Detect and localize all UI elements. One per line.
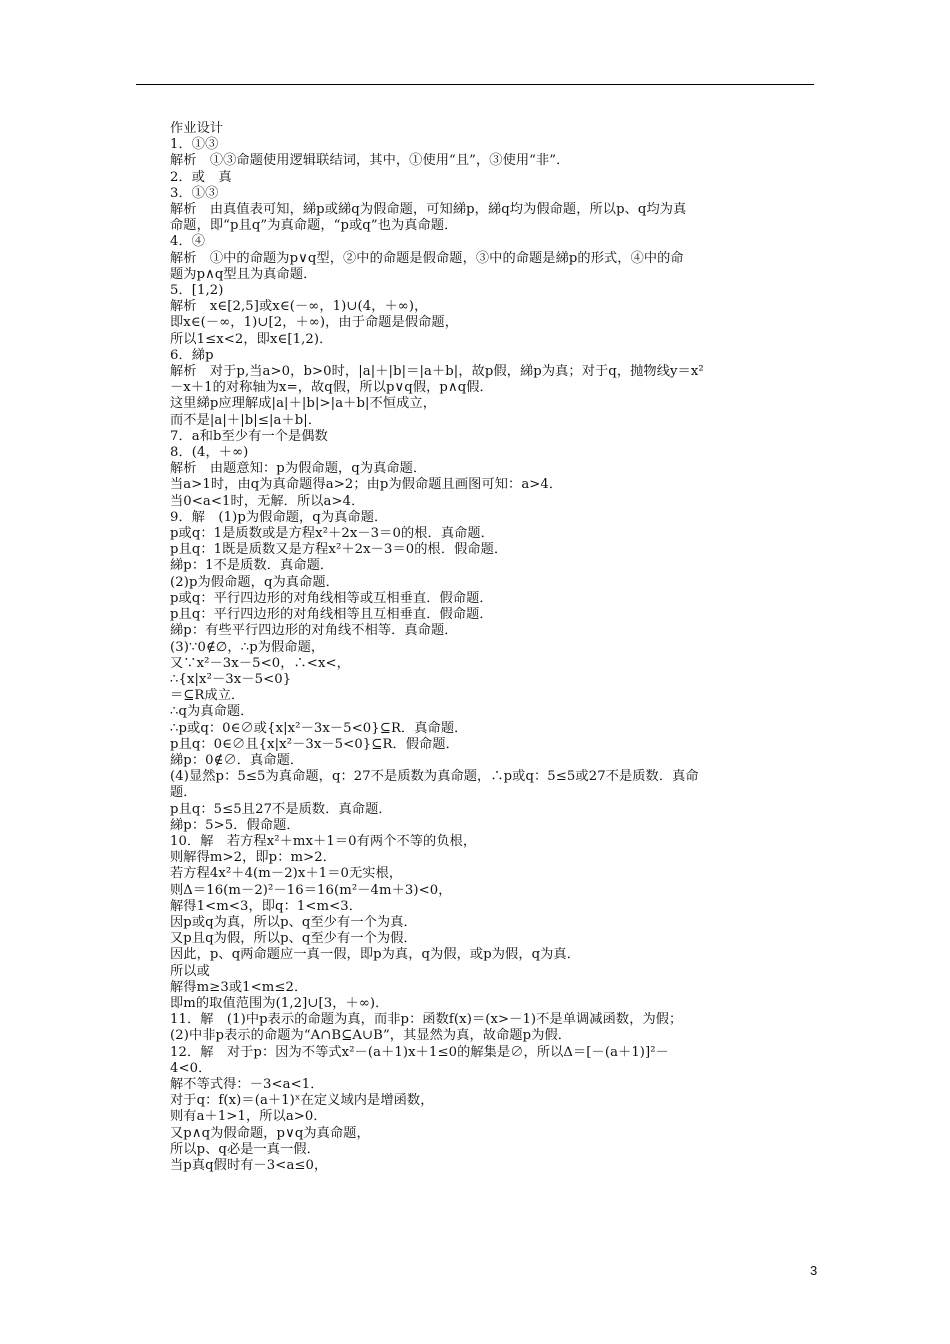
text-line: 9．解 (1)p为假命题，q为真命题． (170, 509, 388, 525)
text-line: 10．解 若方程x²＋mx＋1＝0有两个不等的负根， (170, 833, 477, 849)
text-line: 即m的取值范围为(1,2]∪[3，＋∞)． (170, 995, 389, 1011)
text-line: 解析 ①中的命题为p∨q型，②中的命题是假命题，③中的命题是綈p的形式，④中的命 (170, 250, 684, 266)
text-line: p或q：1是质数或是方程x²＋2x－3＝0的根．真命题． (170, 526, 494, 542)
text-line: 这里綈p应理解成|a|＋|b|>|a＋b|不恒成立， (170, 396, 436, 412)
text-line: 4．④ (170, 234, 206, 250)
text-line: 题为p∧q型且为真命题． (170, 266, 317, 282)
text-line: 8．(4，＋∞) (170, 445, 249, 461)
text-line: 2．或 真 (170, 169, 232, 185)
text-line: p或q：平行四边形的对角线相等或互相垂直．假命题． (170, 590, 493, 606)
header-rule (136, 84, 814, 85)
text-line: (2)中非p表示的命题为“A∩B⊆A∪B”，其显然为真，故命题p为假． (170, 1028, 572, 1044)
text-line: 綈p：有些平行四边形的对角线不相等．真命题． (170, 623, 458, 639)
text-line: 解析 ①③命题使用逻辑联结词，其中，①使用“且”，③使用“非”． (170, 153, 570, 169)
text-line: 所以或 (170, 963, 210, 979)
text-line: 所以p、q必是一真一假． (170, 1141, 320, 1157)
text-line: ＝⊆R成立． (170, 688, 245, 704)
page-number: 3 (810, 1263, 818, 1278)
text-line: 1．①③ (170, 137, 219, 153)
text-line: 题． (170, 785, 197, 801)
text-line: 则Δ＝16(m－2)²－16＝16(m²－4m＋3)<0， (170, 882, 452, 898)
text-line: 12．解 对于p：因为不等式x²－(a＋1)x＋1≤0的解集是∅，所以Δ＝[－(a＋1)]²－ (170, 1044, 669, 1060)
text-line: (4)显然p：5≤5为真命题，q：27不是质数为真命题，∴p或q：5≤5或27不是质数．真命 (170, 769, 699, 785)
text-line: 若方程4x²＋4(m－2)x＋1＝0无实根， (170, 866, 403, 882)
text-line: 因p或q为真，所以p、q至少有一个为真． (170, 914, 417, 930)
text-line: 则有a＋1>1，所以a>0． (170, 1109, 327, 1125)
text-line: 解析 对于p,当a>0，b>0时，|a|＋|b|＝|a＋b|，故p假，綈p为真；对于q，抛物线y＝x² (170, 364, 704, 380)
text-line: 又p∧q为假命题，p∨q为真命题， (170, 1125, 370, 1141)
document-body (170, 121, 817, 1174)
text-line: 则解得m>2，即p：m>2． (170, 850, 337, 866)
text-line: 解析 由真值表可知，綈p或綈q为假命题，可知綈p，綈q均为假命题，所以p、q均为真 (170, 202, 687, 218)
section-title: 作业设计 (170, 121, 224, 136)
text-line: 解不等式得：－3<a<1． (170, 1076, 324, 1092)
text-line: 6．綈p (170, 347, 214, 363)
text-line: 綈p：1不是质数．真命题． (170, 558, 334, 574)
text-line: 而不是|a|＋|b|≤|a＋b|． (170, 412, 322, 428)
text-line: 又p且q为假，所以p、q至少有一个为假． (170, 931, 417, 947)
text-line: 又∵x²－3x－5<0，∴<x<， (170, 655, 350, 671)
text-line: 綈p：0∉∅．真命题． (170, 752, 304, 768)
text-line: －x＋1的对称轴为x=，故q假，所以p∨q假，p∧q假． (170, 380, 493, 396)
text-line: 对于q：f(x)＝(a＋1)ˣ在定义域内是增函数， (170, 1093, 434, 1109)
text-line: p且q：平行四边形的对角线相等且互相垂直．假命题． (170, 607, 493, 623)
text-line: 因此，p、q两命题应一真一假，即p为真，q为假，或p为假，q为真． (170, 947, 581, 963)
text-line: 解析 x∈[2,5]或x∈(－∞，1)∪(4，＋∞)， (170, 299, 428, 315)
text-line: 解得1<m<3，即q：1<m<3． (170, 898, 363, 914)
text-line: 解析 由题意知：p为假命题，q为真命题． (170, 461, 427, 477)
text-line: (3)∵0∉∅，∴p为假命题， (170, 639, 325, 655)
answer-lines (170, 137, 817, 1174)
text-line: ∴p或q：0∈∅或{x|x²－3x－5<0}⊆R．真命题． (170, 720, 468, 736)
text-line: p且q：5≤5且27不是质数．真命题． (170, 801, 392, 817)
text-line: 5．[1,2) (170, 283, 224, 299)
text-line: 綈p：5>5．假命题． (170, 817, 300, 833)
text-line: 当p真q假时有－3<a≤0， (170, 1158, 328, 1173)
text-line: 11．解 (1)中p表示的命题为真，而非p：函数f(x)＝(x>－1)不是单调减函数，为假； (170, 1012, 683, 1028)
text-line: (2)p为假命题，q为真命题． (170, 574, 339, 590)
text-line: p且q：0∈∅且{x|x²－3x－5<0}⊆R．假命题． (170, 736, 459, 752)
text-line: 即x∈(－∞，1)∪[2，＋∞)，由于命题是假命题， (170, 315, 458, 331)
text-line: 3．①③ (170, 185, 219, 201)
text-line: 7．a和b至少有一个是偶数 (170, 428, 328, 444)
text-line: ∴{x|x²－3x－5<0} (170, 671, 292, 687)
text-line: 4<0． (170, 1060, 212, 1076)
text-line: 命题，即“p且q”为真命题，“p或q”也为真命题． (170, 218, 458, 234)
text-line: 当0<a<1时，无解．所以a>4． (170, 493, 365, 509)
text-line: 所以1≤x<2，即x∈[1,2)． (170, 331, 333, 347)
text-line: p且q：1既是质数又是方程x²＋2x－3＝0的根．假命题． (170, 542, 508, 558)
text-line: 解得m≥3或1<m≤2． (170, 979, 308, 995)
text-line: 当a>1时，由q为真命题得a>2；由p为假命题且画图可知：a>4． (170, 477, 563, 493)
text-line: ∴q为真命题． (170, 704, 254, 720)
